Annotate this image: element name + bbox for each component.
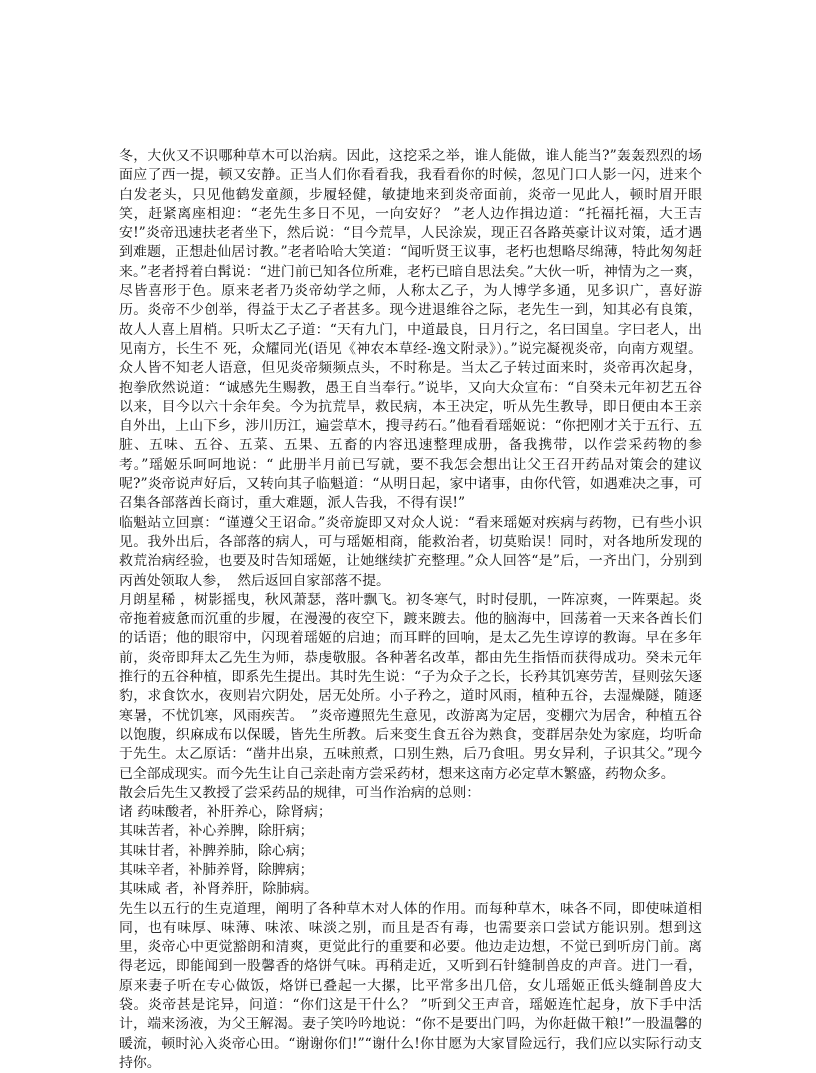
rule-line-pungent: 其味辛者，补肺养肾，除脾病；: [119, 861, 314, 878]
rule-line-sour: 诸 药味酸者，补肝养心，除肾病；: [119, 804, 332, 821]
rule-line-salty: 其味咸 者，补肾养肝，除肺病。: [119, 881, 318, 898]
paragraph-meeting: 冬，大伙又不识哪种草木可以治病。因此，这挖采之举，谁人能做，谁人能当?”轰轰烈烈的场面应了西一提，顿又安静。正当人们你看看我，我看看你的时候，忽见门口人影一闪，进来个白发老头，只见他鹤发童颜，步履轻健，敏捷地来到炎帝面前，炎帝一见此人，顿时眉开眼笑，赶紧离座相迎：“老先生多日不见，一向安好？ ”老人边作揖边道：“托福托福，大王吉安!”炎帝迅速扶老者坐下，然后说：“目今荒旱，人民涂炭，现正召各路英豪计议对策，适才遇到难题，正想赴仙居讨教。”老者哈哈大笑道：“闻听贤王议事，老朽也想略尽绵薄，特此匆匆赶来。”老者捋着白髯说：“进门前已知各位所难，老朽已暗自思法矣。”大伙一听，神情为之一爽，尽皆喜形于色。原来老者乃炎帝幼学之师，人称太乙子，为人博学多通，见多识广，喜好游历。炎帝不少创举，得益于太乙子者甚多。现今进退维谷之际，老先生一到，知其必有良策，故人人喜上眉梢。只听太乙子道：“天有九门，中道最良，日月行之，名曰国皇。字曰老人，出见南方，长生不 死，众耀同光(语见《神农本草经-逸文附录》）。”说完凝视炎帝，向南方观望。众人皆不知老人语意，但见炎帝频频点头，不时称是。当太乙子转过面来时，炎帝再次起身，抱拳欣然说道：“诚感先生赐教，愚王自当奉行。”说毕，又向大众宣布：“自癸未元年初艺五谷以来，目今以六十余年矣。今为抗荒旱，救民病，本王决定，听从先生教导，即日便由本王亲自外出，上山下乡，涉川历江，遍尝草木，搜寻药石。”他看看瑶姬说：“你把刚才关于五行、五脏、五味、五谷、五菜、五果、五畜的内容迅速整理成册，备我携带，以作尝采药物的参考。”瑶姬乐呵呵地说：“ 此册半月前已写就，要不我怎会想出让父王召开药品对策会的建议呢?”炎帝说声好后，又转向其子临魁道：“从明日起，家中诸事，由你代管，如遇难决之事，可召集各部落酋长商讨，重大难题，派人告我，不得有误!”: [119, 148, 702, 512]
rule-line-bitter: 其味苦者，补心养脾，除肝病；: [119, 823, 314, 840]
paragraph-closing: 先生以五行的生克道理，阐明了各种草木对人体的作用。而每种草木，味各不同，即使味道相同，也有味厚、味薄、味浓、味淡之别，而且是否有毒，也需要亲口尝试方能识别。想到这里，炎帝心中更觉豁朗和清爽，更觉此行的重要和必要。他边走边想，不觉已到听房门前。离得老远，即能闻到一股馨香的烙饼气味。再稍走近，又听到石针缝制兽皮的声音。进门一看，原来妻子听在专心做饭，烙饼已叠起一大摞，比平常多出几倍，女儿瑶姬正低头缝制兽皮大袋。炎帝甚是诧异，问道：“你们这是干什么？ ”听到父王声音，瑶姬连忙起身，放下手中活 计，端来汤液，为父王解渴。妻子笑吟吟地说：“你不是要出门吗，为你赶做干粮!”一股温馨的暖流，顿时沁入炎帝心田。“谢谢你们!”“谢什么!你甘愿为大家冒险远行，我们应以实际行动支持你。: [119, 900, 702, 1071]
paragraph-rules-intro: 散会后先生又教授了尝采药品的规律，可当作治病的总则：: [119, 784, 481, 801]
document-page: [119, 147, 702, 1073]
paragraph-night-reflection: 月朗星稀 ，树影摇曳，秋风萧瑟，落叶飘飞。初冬寒气，时时侵肌，一阵凉爽，一阵栗起。炎帝拖着疲惫而沉重的步履，在漫漫的夜空下，踱来踱去。他的脑海中，回荡着一天来各酋长们的话语；他的眼帘中，闪现着瑶姬的启迪；而耳畔的回响，是太乙先生谆谆的教诲。早在多年前，炎帝即拜太乙先生为师，恭虔敬服。各种著名改革，都由先生指悟而获得成功。癸未元年推行的五谷种植，即系先生提出。其时先生说：“子为众子之长，长矜其饥寒劳苦，昼则弦矢逐豹，求食饮水，夜则岩穴阴处，居无处所。小子矜之，道时风雨，植种五谷，去湿燥隧，随逐寒暑，不忧饥寒，风雨疾苦。 ”炎帝遵照先生意见，改游离为定居，变棚穴为居舍，种植五谷以饱腹，织麻成布以保暖，皆先生所教。后来变生食五谷为熟食，变群居杂处为家庭，均听命于先生。太乙原话：“凿井出泉，五味煎煮，口别生熟，后乃食咀。男女异利，子识其父。”现今已全部成现实。而今先生让自己亲赴南方尝采药材，想来这南方必定草木繁盛，药物众多。: [119, 591, 702, 782]
paragraph-linkui-reply: 临魁站立回禀：“谨遵父王诏命。”炎帝旋即又对众人说：“看来瑶姬对疾病与药物，已有些小识见。我外出后，各部落的病人，可与瑶姬相商，能救治者，切莫贻误！同时，对各地所发现的救荒治病经验，也要及时告知瑶姬，让她继续扩充整理。”众人回答“是”后，一齐出门，分别到丙酋处领取人参， 然后返回自家部落不提。: [119, 514, 702, 589]
rule-line-sweet: 其味甘者，补脾养肺，除心病；: [119, 842, 314, 859]
